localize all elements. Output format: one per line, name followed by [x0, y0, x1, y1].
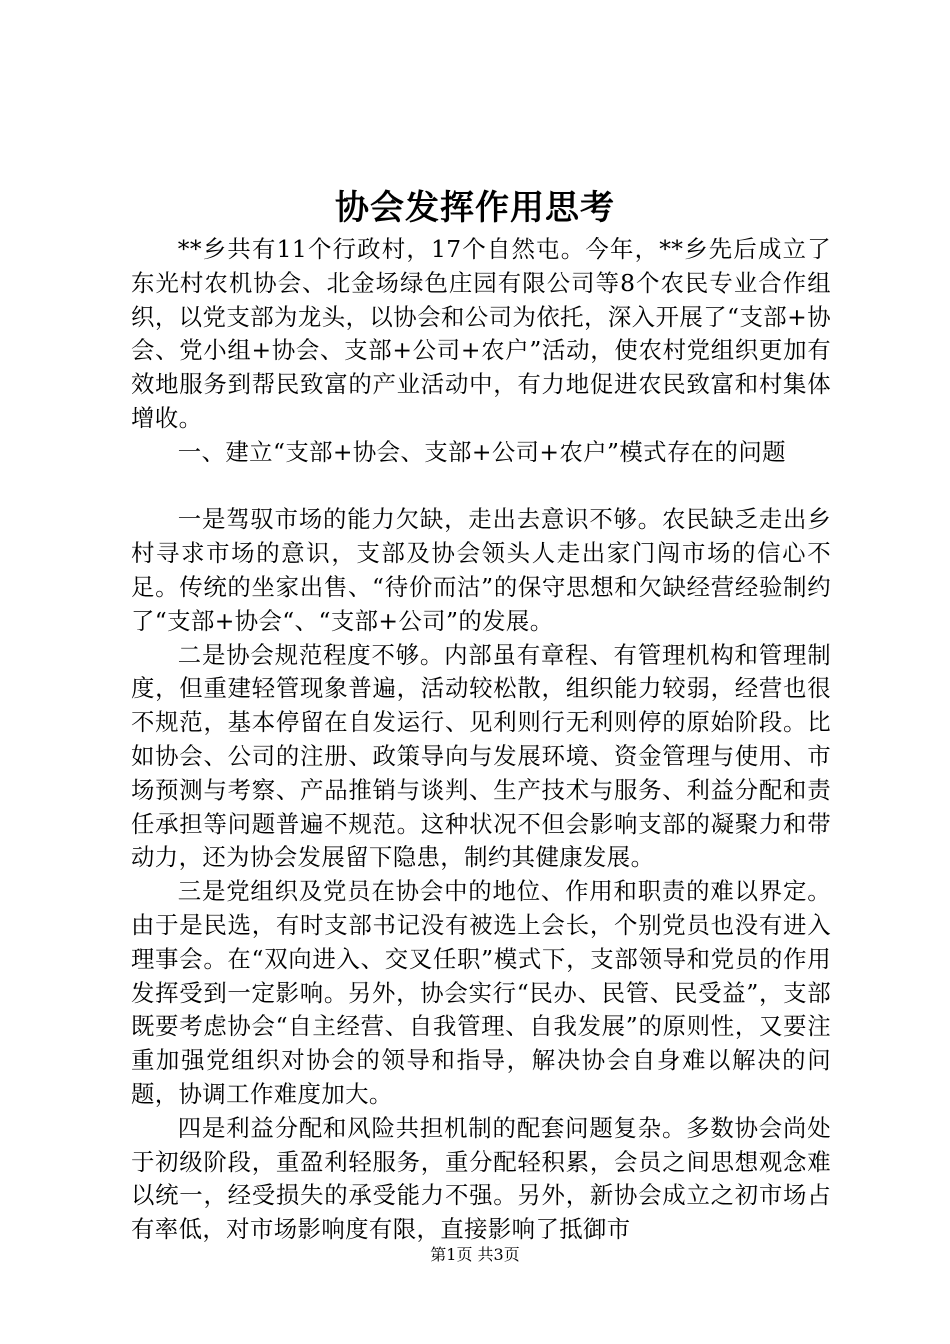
document-title: 协会发挥作用思考 — [335, 188, 615, 228]
paragraph-point-two: 二是协会规范程度不够。内部虽有章程、有管理机构和管理制度，但重建轻管现象普遍，活动较松散，组织能力较弱，经营也很不规范，基本停留在自发运行、见利则行无利则停的原始阶段。比如协会、公司的注册、政策导向与发展环境、资金管理与使用、市场预测与考察、产品推销与谈判、生产技术与服务、利益分配和责任承担等问题普遍不规范。这种状况不但会影响支部的凝聚力和带动力，还为协会发展留下隐患，制约其健康发展。 — [131, 640, 831, 872]
document-body — [131, 233, 831, 1247]
page-footer: 第1页 共3页 — [430, 1245, 520, 1264]
section-heading: 一、建立“支部+协会、支部+公司+农户”模式存在的问题 — [177, 437, 786, 466]
paragraph-point-four: 四是利益分配和风险共担机制的配套问题复杂。多数协会尚处于初级阶段，重盈利轻服务，重分配轻积累，会员之间思想观念难以统一，经受损失的承受能力不强。另外，新协会成立之初市场占有率低，对市场影响度有限，直接影响了抵御市 — [131, 1113, 831, 1244]
paragraph-intro: **乡共有11个行政村，17个自然屯。今年，**乡先后成立了东光村农机协会、北金场绿色庄园有限公司等8个农民专业合作组织，以党支部为龙头，以协会和公司为依托，深入开展了“支部+协会、党小组+协会、支部+公司+农户”活动，使农村党组织更加有效地服务到帮民致富的产业活动中，有力地促进农民致富和村集体增收。 — [131, 235, 831, 432]
paragraph-point-one: 一是驾驭市场的能力欠缺，走出去意识不够。农民缺乏走出乡村寻求市场的意识，支部及协会领头人走出家门闯市场的信心不足。传统的坐家出售、“待价而沽”的保守思想和欠缺经营经验制约了“支部+协会“、“支部+公司”的发展。 — [131, 505, 831, 635]
paragraph-point-three: 三是党组织及党员在协会中的地位、作用和职责的难以界定。由于是民选，有时支部书记没有被选上会长，个别党员也没有进入理事会。在“双向进入、交叉任职”模式下，支部领导和党员的作用发挥受到一定影响。另外，协会实行“民办、民管、民受益”，支部既要考虑协会“自主经营、自我管理、自我发展”的原则性，又要注重加强党组织对协会的领导和指导，解决协会自身难以解决的问题，协调工作难度加大。 — [131, 877, 831, 1108]
